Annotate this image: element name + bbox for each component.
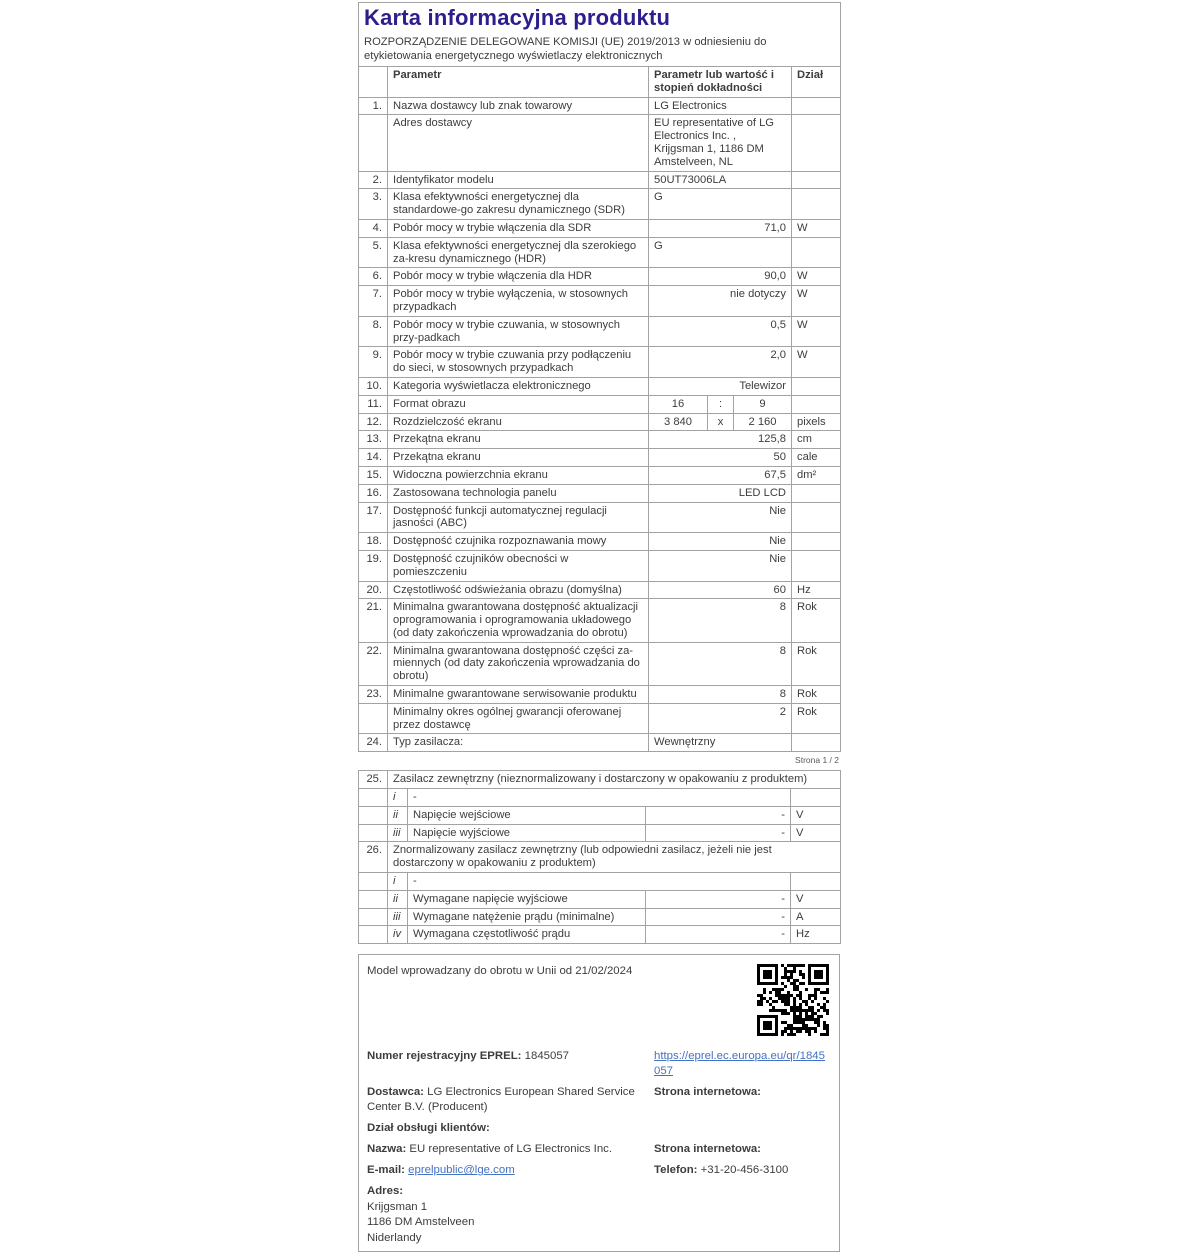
title-cell <box>359 3 841 67</box>
param-unit: dm² <box>792 466 841 484</box>
row-number: 16. <box>359 484 388 502</box>
page-number: Strona 1 / 2 <box>795 755 839 766</box>
phone-label: Telefon: <box>654 1164 698 1177</box>
param-unit <box>792 734 841 752</box>
row-number: 10. <box>359 377 388 395</box>
row-number: 5. <box>359 237 388 268</box>
param-unit: Rok <box>792 703 841 734</box>
param-label: Rozdzielczość ekranu <box>388 413 649 431</box>
param-value: 2,0 <box>649 347 792 378</box>
param-label: Zastosowana technologia panelu <box>388 484 649 502</box>
param-unit: cale <box>792 449 841 467</box>
table-row <box>359 703 841 734</box>
name-label: Nazwa: <box>367 1143 407 1156</box>
table-row <box>359 466 841 484</box>
param-unit: cm <box>792 431 841 449</box>
table-row <box>359 771 841 789</box>
registration-info-box <box>358 954 840 1252</box>
column-header-dzial: Dział <box>792 67 841 98</box>
row-number <box>359 703 388 734</box>
column-header-value: Parametr lub wartość i stopień dokładności <box>649 67 792 98</box>
table-row <box>359 890 841 908</box>
model-intro-row <box>367 964 831 1042</box>
param-value-sep: x <box>708 413 734 431</box>
param-label: Dostępność czujnika rozpoznawania mowy <box>388 533 649 551</box>
row-letter: iii <box>388 908 408 926</box>
table-row <box>359 734 841 752</box>
eprel-value: 1845057 <box>524 1050 570 1063</box>
table-row <box>359 413 841 431</box>
param-value: - <box>646 806 791 824</box>
param-label: Napięcie wyjściowe <box>408 824 646 842</box>
supplier-value: LG Electronics European Shared Service Center B.V. (Producent) <box>367 1086 635 1114</box>
qr-code <box>757 964 829 1036</box>
param-label: Kategoria wyświetlacza elektronicznego <box>388 377 649 395</box>
param-unit <box>791 789 841 807</box>
website-label: Strona internetowa: <box>654 1086 761 1099</box>
table-row <box>359 219 841 237</box>
param-label: Adres dostawcy <box>388 115 649 171</box>
eprel-number <box>367 1049 654 1064</box>
email-label: E-mail: <box>367 1164 405 1177</box>
param-value: - <box>646 926 791 944</box>
row-number: 4. <box>359 219 388 237</box>
name-website-cell <box>654 1142 831 1157</box>
param-value: LG Electronics <box>649 97 792 115</box>
table-row <box>359 347 841 378</box>
param-unit <box>791 873 841 891</box>
row-number <box>359 789 388 807</box>
param-unit <box>792 377 841 395</box>
row-letter: ii <box>388 890 408 908</box>
table-row <box>359 550 841 581</box>
param-unit: Hz <box>792 581 841 599</box>
row-number: 23. <box>359 686 388 704</box>
param-label: - <box>408 789 791 807</box>
eprel-link-cell <box>654 1049 831 1079</box>
param-unit: W <box>792 268 841 286</box>
param-unit <box>792 237 841 268</box>
address-label: Adres: <box>367 1185 404 1198</box>
row-number: 3. <box>359 189 388 220</box>
param-label: Dostępność czujników obecności w pomieszczeniu <box>388 550 649 581</box>
row-number: 26. <box>359 842 388 873</box>
qr-code-area <box>654 964 831 1036</box>
param-unit: V <box>791 806 841 824</box>
row-number: 22. <box>359 642 388 685</box>
row-number: 7. <box>359 286 388 317</box>
param-value: Nie <box>649 550 792 581</box>
param-unit: Hz <box>791 926 841 944</box>
param-value: 0,5 <box>649 316 792 347</box>
eprel-label: Numer rejestracyjny EPREL: <box>367 1050 522 1063</box>
table-row <box>359 581 841 599</box>
table-row <box>359 237 841 268</box>
address-line: Niderlandy <box>367 1231 422 1244</box>
row-number: 20. <box>359 581 388 599</box>
table-row <box>359 316 841 347</box>
param-label: Napięcie wejściowe <box>408 806 646 824</box>
param-value: LED LCD <box>649 484 792 502</box>
param-value: Telewizor <box>649 377 792 395</box>
row-number: 12. <box>359 413 388 431</box>
row-number <box>359 873 388 891</box>
email-cell <box>367 1163 654 1178</box>
param-label: Dostępność funkcji automatycznej regulacji jasności (ABC) <box>388 502 649 533</box>
param-value: 8 <box>649 642 792 685</box>
table-row <box>359 97 841 115</box>
param-value-left: 16 <box>649 395 708 413</box>
row-number: 8. <box>359 316 388 347</box>
page-subtitle: ROZPORZĄDZENIE DELEGOWANE KOMISJI (UE) 2019/2013 w odniesieniu do etykietowania energetycznego wyświetlaczy elektronicznych <box>364 36 767 62</box>
table-row <box>359 642 841 685</box>
param-label: Minimalna gwarantowana dostępność aktualizacji oprogramowania i oprogramowania układowego (od daty zakończenia wprowadzania do obrotu) <box>388 599 649 642</box>
table-row <box>359 189 841 220</box>
param-value: nie dotyczy <box>649 286 792 317</box>
param-value: 8 <box>649 686 792 704</box>
table-row <box>359 115 841 171</box>
param-label: Przekątna ekranu <box>388 449 649 467</box>
param-unit: W <box>792 286 841 317</box>
param-label: Klasa efektywności energetycznej dla szerokiego za-kresu dynamicznego (HDR) <box>388 237 649 268</box>
param-value: Nie <box>649 502 792 533</box>
param-unit: Rok <box>792 642 841 685</box>
param-value: - <box>646 908 791 926</box>
row-letter: i <box>388 873 408 891</box>
param-unit: V <box>791 890 841 908</box>
param-unit: V <box>791 824 841 842</box>
row-number <box>359 824 388 842</box>
table-row <box>359 789 841 807</box>
row-number: 15. <box>359 466 388 484</box>
table-row <box>359 502 841 533</box>
param-value: 71,0 <box>649 219 792 237</box>
param-label: Pobór mocy w trybie włączenia dla HDR <box>388 268 649 286</box>
table-row <box>359 377 841 395</box>
param-value: - <box>646 824 791 842</box>
table-row <box>359 449 841 467</box>
param-value-left: 3 840 <box>649 413 708 431</box>
param-label: Widoczna powierzchnia ekranu <box>388 466 649 484</box>
phone-value: +31-20-456-3100 <box>700 1164 789 1177</box>
row-number <box>359 890 388 908</box>
column-header-row <box>359 67 841 98</box>
table-row <box>359 395 841 413</box>
param-value: 67,5 <box>649 466 792 484</box>
website-label-2: Strona internetowa: <box>654 1143 761 1156</box>
name-row <box>367 1142 831 1157</box>
table-row <box>359 484 841 502</box>
row-letter: i <box>388 789 408 807</box>
customer-dept-row <box>367 1121 831 1136</box>
customer-dept-cell <box>367 1121 654 1136</box>
row-number: 9. <box>359 347 388 378</box>
table-row <box>359 824 841 842</box>
param-value: Nie <box>649 533 792 551</box>
table-row <box>359 171 841 189</box>
param-label: Minimalne gwarantowane serwisowanie produktu <box>388 686 649 704</box>
param-label: Pobór mocy w trybie czuwania przy podłączeniu do sieci, w stosownych przypadkach <box>388 347 649 378</box>
table-row <box>359 286 841 317</box>
param-value: - <box>646 890 791 908</box>
param-label: Wymagane napięcie wyjściowe <box>408 890 646 908</box>
row-number <box>359 115 388 171</box>
row-number <box>359 806 388 824</box>
param-unit: pixels <box>792 413 841 431</box>
row-number: 24. <box>359 734 388 752</box>
param-label: - <box>408 873 791 891</box>
param-unit <box>792 171 841 189</box>
section-label: Zasilacz zewnętrzny (nieznormalizowany i dostarczony w opakowaniu z produktem) <box>388 771 841 789</box>
table-row <box>359 926 841 944</box>
param-unit: A <box>791 908 841 926</box>
param-label: Częstotliwość odświeżania obrazu (domyślna) <box>388 581 649 599</box>
row-number: 1. <box>359 97 388 115</box>
param-unit <box>792 115 841 171</box>
param-value: EU representative of LG Electronics Inc. , Krijgsman 1, 1186 DM Amstelveen, NL <box>649 115 792 171</box>
table-row <box>359 533 841 551</box>
param-unit <box>792 484 841 502</box>
row-letter: ii <box>388 806 408 824</box>
document-body <box>358 2 840 1252</box>
param-value: 50UT73006LA <box>649 171 792 189</box>
name-cell <box>367 1142 654 1157</box>
row-number: 21. <box>359 599 388 642</box>
param-unit <box>792 97 841 115</box>
param-label: Przekątna ekranu <box>388 431 649 449</box>
table-row <box>359 908 841 926</box>
supplier-website-cell <box>654 1085 831 1100</box>
param-unit <box>792 533 841 551</box>
row-number: 2. <box>359 171 388 189</box>
table-row <box>359 686 841 704</box>
param-value: Wewnętrzny <box>649 734 792 752</box>
param-label: Wymagane natężenie prądu (minimalne) <box>408 908 646 926</box>
param-label: Format obrazu <box>388 395 649 413</box>
param-unit <box>792 395 841 413</box>
param-value: 8 <box>649 599 792 642</box>
param-value-right: 2 160 <box>734 413 792 431</box>
row-number: 11. <box>359 395 388 413</box>
param-value: 60 <box>649 581 792 599</box>
param-unit: W <box>792 219 841 237</box>
param-unit: W <box>792 347 841 378</box>
model-intro-text: Model wprowadzany do obrotu w Unii od 21/02/2024 <box>367 965 633 978</box>
address-block <box>367 1184 831 1246</box>
param-value: 50 <box>649 449 792 467</box>
row-letter: iv <box>388 926 408 944</box>
table-row <box>359 268 841 286</box>
row-number <box>359 908 388 926</box>
param-label: Nazwa dostawcy lub znak towarowy <box>388 97 649 115</box>
row-number: 6. <box>359 268 388 286</box>
row-number <box>359 926 388 944</box>
name-value: EU representative of LG Electronics Inc. <box>409 1143 613 1156</box>
supplier-cell <box>367 1085 654 1115</box>
email-phone-row <box>367 1163 831 1178</box>
param-label: Identyfikator modelu <box>388 171 649 189</box>
column-header-blank <box>359 67 388 98</box>
supplier-label: Dostawca: <box>367 1086 424 1099</box>
table-row <box>359 431 841 449</box>
table-row <box>359 599 841 642</box>
eprel-link[interactable]: https://eprel.ec.europa.eu/qr/1845057 <box>654 1050 825 1078</box>
table-row <box>359 842 841 873</box>
column-header-parametr: Parametr <box>388 67 649 98</box>
param-label: Minimalna gwarantowana dostępność części za-miennych (od daty zakończenia wprowadzania do obrotu) <box>388 642 649 685</box>
param-value: 125,8 <box>649 431 792 449</box>
product-parameters-table <box>358 2 841 752</box>
param-unit: Rok <box>792 686 841 704</box>
param-unit: Rok <box>792 599 841 642</box>
email-link[interactable]: eprelpublic@lge.com <box>408 1164 515 1177</box>
param-value: 2 <box>649 703 792 734</box>
row-number: 13. <box>359 431 388 449</box>
param-unit <box>792 502 841 533</box>
table-row <box>359 806 841 824</box>
param-label: Minimalny okres ogólnej gwarancji oferowanej przez dostawcę <box>388 703 649 734</box>
customer-dept-label: Dział obsługi klientów: <box>367 1122 490 1135</box>
page-title: Karta informacyjna produktu <box>364 5 671 30</box>
power-supply-table <box>358 770 841 944</box>
title-row <box>359 3 841 67</box>
param-value: 90,0 <box>649 268 792 286</box>
param-unit <box>792 550 841 581</box>
row-number: 19. <box>359 550 388 581</box>
param-label: Typ zasilacza: <box>388 734 649 752</box>
param-value-right: 9 <box>734 395 792 413</box>
param-value-sep: : <box>708 395 734 413</box>
param-value: G <box>649 237 792 268</box>
param-unit: W <box>792 316 841 347</box>
row-number: 14. <box>359 449 388 467</box>
param-label: Pobór mocy w trybie wyłączenia, w stosownych przypadkach <box>388 286 649 317</box>
section-label: Znormalizowany zasilacz zewnętrzny (lub odpowiedni zasilacz, jeżeli nie jest dostarczony w opakowaniu z produktem) <box>388 842 841 873</box>
param-value: G <box>649 189 792 220</box>
param-label: Pobór mocy w trybie włączenia dla SDR <box>388 219 649 237</box>
supplier-row <box>367 1085 831 1115</box>
row-letter: iii <box>388 824 408 842</box>
row-number: 25. <box>359 771 388 789</box>
address-line: 1186 DM Amstelveen <box>367 1216 475 1229</box>
row-number: 17. <box>359 502 388 533</box>
phone-cell <box>654 1163 831 1178</box>
param-label: Klasa efektywności energetycznej dla standardowe-go zakresu dynamicznego (SDR) <box>388 189 649 220</box>
address-line: Krijgsman 1 <box>367 1200 428 1213</box>
param-unit <box>792 189 841 220</box>
param-label: Wymagana częstotliwość prądu <box>408 926 646 944</box>
table-row <box>359 873 841 891</box>
row-number: 18. <box>359 533 388 551</box>
param-label: Pobór mocy w trybie czuwania, w stosownych przy-padkach <box>388 316 649 347</box>
eprel-row <box>367 1049 831 1079</box>
